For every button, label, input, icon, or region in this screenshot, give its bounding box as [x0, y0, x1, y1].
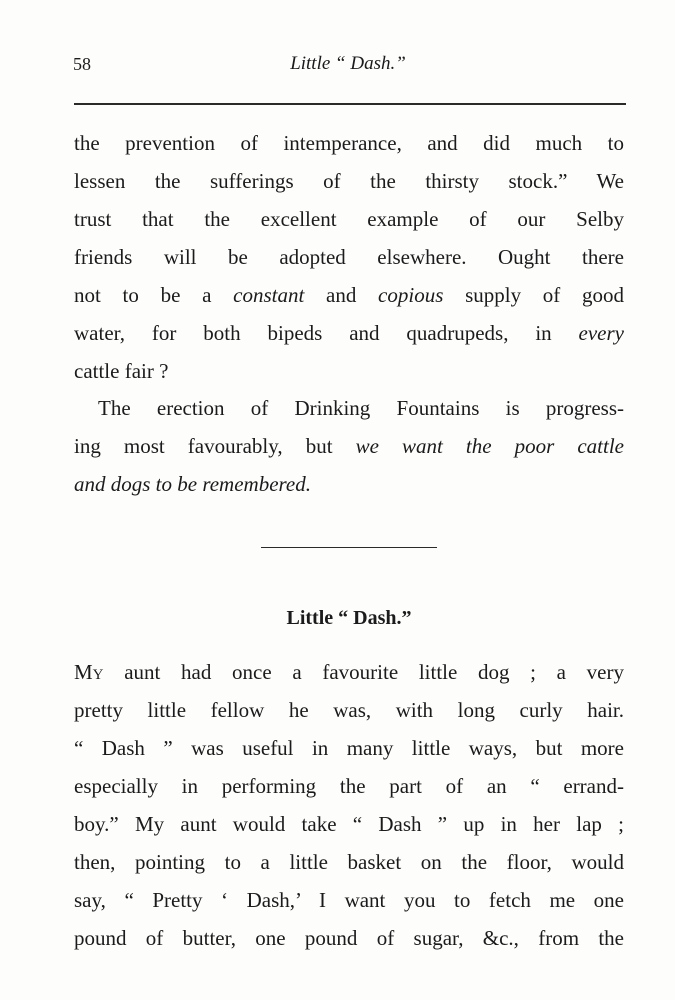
text-line [74, 653, 624, 691]
text-line: cattle fair ? [74, 359, 169, 383]
paragraph-continued [74, 124, 624, 390]
emphasis-text: and dogs to be remembered. [74, 472, 311, 496]
text-run: supply of good [443, 283, 624, 307]
text-line: pound of butter, one pound of sugar, &c., from the [74, 926, 624, 950]
page-header [73, 52, 623, 82]
text-line: say, “ Pretty ‘ Dash,’ I want you to fetch me one [74, 888, 624, 912]
text-line: pretty little fellow he was, with long curly hair. [74, 698, 624, 722]
text-line: boy.” My aunt would take “ Dash ” up in her lap ; [74, 812, 624, 836]
header-rule [74, 103, 626, 105]
text-line: friends will be adopted elsewhere. Ought there [74, 245, 624, 269]
text-run: water, for both bipeds and quadrupeds, in [74, 321, 579, 345]
text-run: ing most favourably, but [74, 434, 356, 458]
text-line [74, 276, 624, 314]
text-run: aunt had once a favourite little dog ; a very [103, 660, 624, 684]
emphasis-text: we want the poor cattle [355, 434, 624, 458]
text-line: then, pointing to a little basket on the floor, would [74, 850, 624, 874]
text-line: the prevention of intemperance, and did much to [74, 131, 624, 155]
text-line: lessen the sufferings of the thirsty stock.” We [74, 169, 624, 193]
text-line: “ Dash ” was useful in many little ways, but more [74, 736, 624, 760]
text-run: and [304, 283, 379, 307]
section-divider [261, 547, 437, 548]
text-line: The erection of Drinking Fountains is progress- [98, 396, 624, 420]
text-line [74, 465, 624, 503]
emphasis-text: copious [378, 283, 444, 307]
running-head: Little “ Dash.” [290, 53, 406, 74]
text-line [74, 427, 624, 465]
text-run: not to be a [74, 283, 234, 307]
text-line [74, 314, 624, 352]
text-line: trust that the excellent example of our Selby [74, 207, 624, 231]
page-number: 58 [73, 54, 91, 74]
section-body [74, 653, 624, 957]
paragraph-fountains [74, 389, 624, 503]
text-line: especially in performing the part of an “ errand- [74, 774, 624, 798]
small-caps-initial: My [74, 660, 104, 684]
emphasis-text: every [578, 321, 624, 345]
section-title: Little “ Dash.” [286, 607, 412, 629]
emphasis-text: constant [233, 283, 305, 307]
